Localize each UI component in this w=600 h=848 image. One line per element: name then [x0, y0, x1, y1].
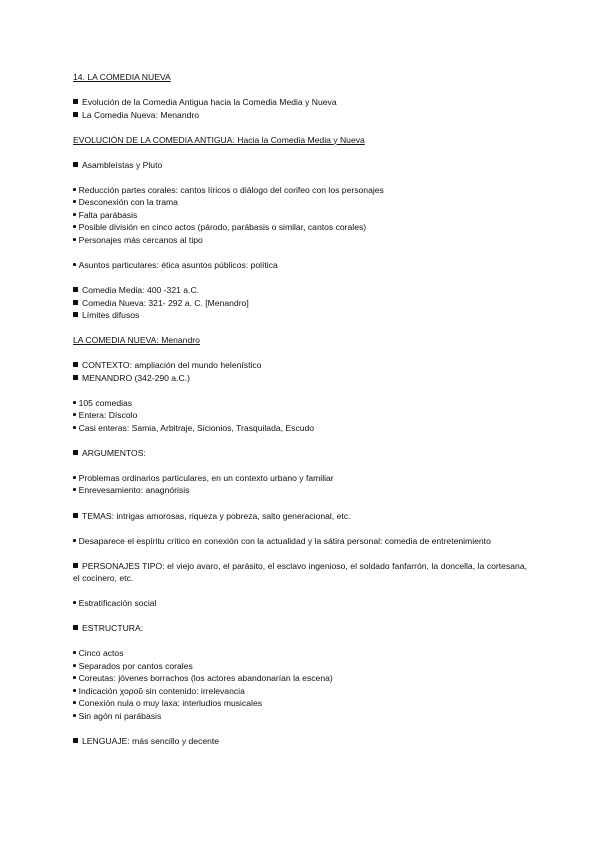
author-item-text: MENANDRO (342-290 a.C.) — [82, 372, 190, 383]
list-item-text: Personajes más cercanos al tipo — [78, 234, 203, 245]
square-bullet-icon — [73, 450, 78, 455]
square-bullet-icon — [73, 738, 78, 743]
bullet-icon — [73, 539, 76, 542]
square-bullet-icon — [73, 300, 78, 305]
square-bullet-icon — [73, 362, 78, 367]
bullet-icon — [73, 401, 76, 404]
intro-item-text: Evolución de la Comedia Antigua hacia la Comedia Media y Nueva — [82, 97, 337, 107]
list-item — [73, 221, 366, 234]
list-item-text: 105 comedias — [78, 397, 133, 408]
bullet-icon — [73, 238, 76, 241]
intro-item — [73, 109, 199, 122]
list-item-text: Posible división en cinco actos (párodo, parábasis o similar, cantos corales) — [78, 222, 367, 232]
list-item-text: Desconexión con la trama — [78, 197, 178, 207]
list-item — [73, 672, 333, 685]
character-types — [73, 560, 527, 585]
list-item-text: Problemas ordinarios particulares, en un contexto urbano y familiar — [78, 472, 334, 483]
square-bullet-icon — [73, 162, 78, 167]
list-item — [73, 647, 124, 660]
list-item-text: Reducción partes corales: cantos líricos o diálogo del corifeo con los personajes — [78, 184, 384, 195]
bullet-icon — [73, 225, 76, 228]
square-bullet-icon — [73, 563, 78, 568]
subheading — [73, 159, 162, 172]
square-bullet-icon — [73, 375, 78, 380]
bullet-icon — [73, 263, 76, 266]
list-item — [73, 660, 193, 673]
context-item-text: CONTEXTO: ampliación del mundo helenístico — [82, 360, 262, 370]
list-item-text: Falta parábasis — [78, 209, 138, 220]
bullet-icon — [73, 676, 76, 679]
square-bullet-icon — [73, 99, 78, 104]
list-item-text: Estratificación social — [78, 598, 157, 608]
list-item-text: Indicación χοροῦ sin contenido: irrelevancia — [78, 685, 245, 696]
list-item — [73, 409, 137, 422]
date-item — [73, 297, 249, 310]
structure-label-text: ESTRUCTURA: — [82, 623, 144, 633]
list-item-text: Sin agón ni parábasis — [78, 710, 162, 721]
square-bullet-icon — [73, 112, 78, 117]
subheading-text: Asambleístas y Pluto — [82, 159, 163, 170]
bullet-icon — [73, 476, 76, 479]
character-types-text: PERSONAJES TIPO: el viejo avaro, el parásito, el esclavo ingenioso, el soldado fanfarrón, la doncella, la cortesana, el cocinero, etc. — [73, 560, 527, 584]
themes-item — [73, 510, 350, 523]
list-item — [73, 535, 491, 548]
arguments-label-text: ARGUMENTOS: — [82, 447, 146, 458]
language-item-text: LENGUAJE: más sencillo y decente — [82, 736, 220, 746]
bullet-icon — [73, 413, 76, 416]
bullet-icon — [73, 601, 76, 604]
bullet-icon — [73, 701, 76, 704]
bullet-icon — [73, 651, 76, 654]
date-item-text: Comedia Nueva: 321- 292 a. C. [Menandro] — [82, 297, 249, 308]
list-item — [73, 597, 156, 610]
list-item — [73, 710, 161, 723]
square-bullet-icon — [73, 513, 78, 518]
list-item — [73, 234, 203, 247]
list-item — [73, 697, 262, 710]
bullet-icon — [73, 664, 76, 667]
list-item — [73, 484, 189, 497]
bullet-icon — [73, 689, 76, 692]
list-item-text: Separados por cantos corales — [78, 660, 193, 671]
date-item-text: Límites difusos — [82, 310, 140, 320]
page-title: 14. LA COMEDIA NUEVA — [73, 72, 171, 82]
list-item-text: Desaparece el espíritu crítico en conexión con la actualidad y la sátira personal: comedia de entretenimiento — [78, 535, 491, 546]
list-item — [73, 184, 384, 197]
date-item-text: Comedia Media: 400 -321 a.C. — [82, 285, 200, 295]
structure-label — [73, 622, 143, 635]
bullet-icon — [73, 488, 76, 491]
bullet-icon — [73, 714, 76, 717]
list-item-text: Coreutas: jóvenes borrachos (los actores abandonarían la escena) — [78, 673, 333, 683]
arguments-label — [73, 447, 146, 460]
list-item — [73, 422, 314, 435]
bullet-icon — [73, 426, 76, 429]
list-item — [73, 196, 178, 209]
list-item-text: Asuntos particulares: ética asuntos públicos: política — [78, 260, 278, 270]
list-item-text: Conexión nula o muy laxa: interludios musicales — [78, 698, 263, 708]
list-item — [73, 685, 245, 698]
list-item — [73, 259, 278, 272]
section-heading: EVOLUCIÓN DE LA COMEDIA ANTIGUA: Hacia la Comedia Media y Nueva — [73, 134, 365, 145]
square-bullet-icon — [73, 287, 78, 292]
language-item — [73, 735, 219, 748]
list-item-text: Casi enteras: Samia, Arbitraje, Sicionios, Trasquilada, Escudo — [78, 422, 315, 433]
square-bullet-icon — [73, 625, 78, 630]
bullet-icon — [73, 188, 76, 191]
bullet-icon — [73, 200, 76, 203]
context-item — [73, 359, 261, 372]
bullet-icon — [73, 213, 76, 216]
list-item — [73, 209, 137, 222]
list-item — [73, 472, 334, 485]
list-item-text: Entera: Díscolo — [78, 410, 138, 420]
section-heading: LA COMEDIA NUEVA: Menandro — [73, 335, 200, 345]
intro-item — [73, 96, 337, 109]
date-item — [73, 284, 199, 297]
author-item — [73, 372, 190, 385]
list-item-text: Enrevesamiento: anagnórisis — [78, 485, 190, 495]
list-item-text: Cinco actos — [78, 648, 124, 658]
square-bullet-icon — [73, 312, 78, 317]
list-item — [73, 397, 132, 410]
date-item — [73, 309, 139, 322]
intro-item-text: La Comedia Nueva: Menandro — [82, 109, 200, 120]
themes-item-text: TEMAS: intrigas amorosas, riqueza y pobreza, salto generacional, etc. — [82, 510, 351, 521]
